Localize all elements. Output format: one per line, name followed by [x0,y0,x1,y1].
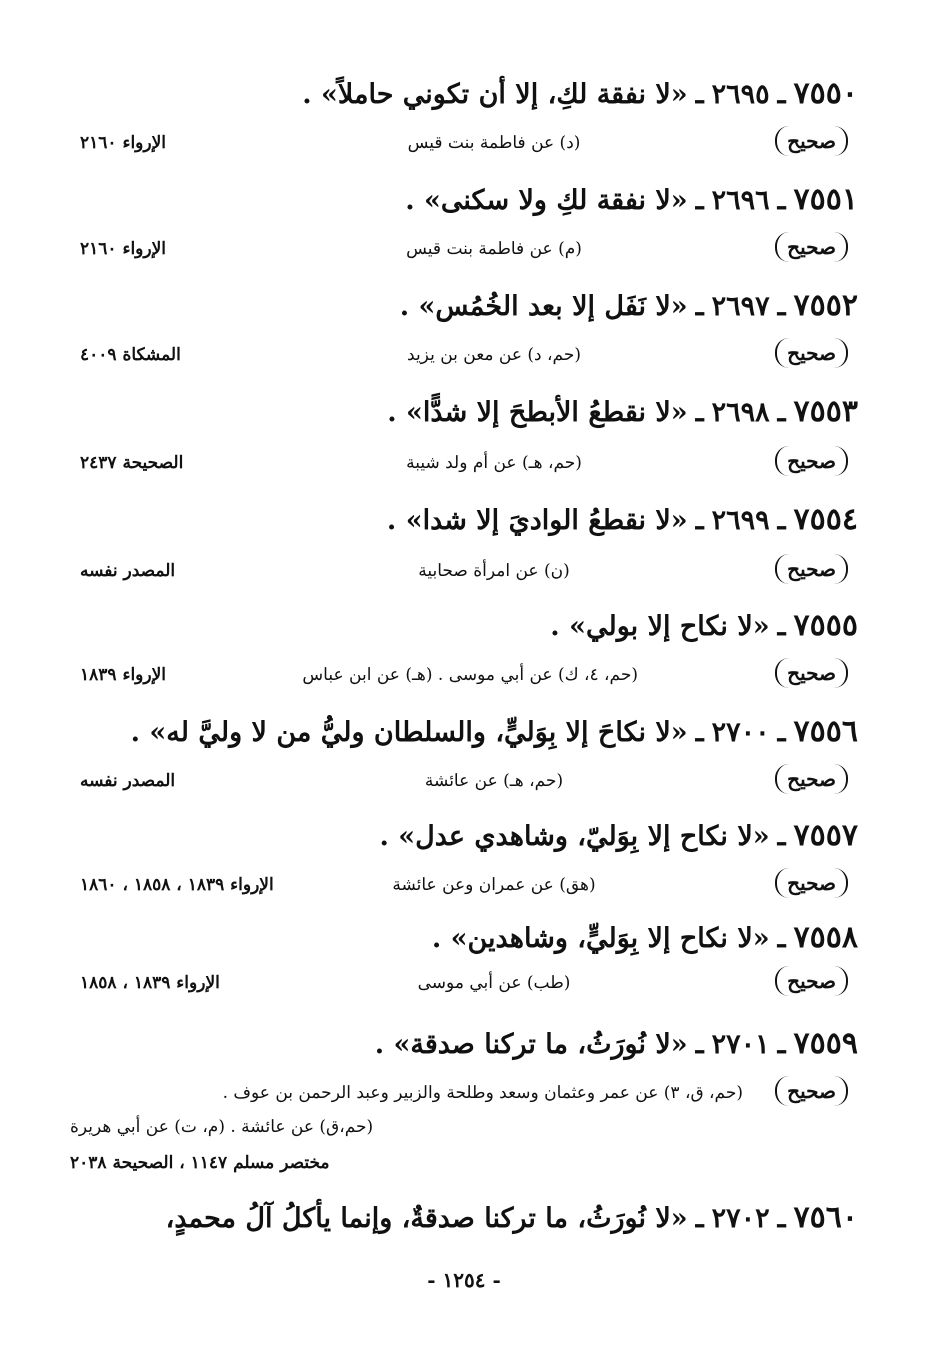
narrators: (طب) عن أبي موسى [417,973,571,993]
grade-badge: صحيح [775,966,848,996]
grade-badge: صحيح [775,658,848,688]
hadith-meta [70,340,858,374]
reference: المشكاة ٤٠٠٩ [80,345,181,365]
hadith-number: ٧٥٥١ [793,182,858,217]
reference: المصدر نفسه [80,771,176,791]
page-number: - ١٢٥٤ - [427,1268,501,1292]
narrators: (حم، هـ) عن عائشة [424,771,564,791]
hadith-entry: ٧٥٦٠ـ٢٧٠٢ـ«لا نُورَثُ، ما تركنا صدقةٌ، وإنما يأكلُ آلُ محمدٍ، [165,1200,858,1235]
hadith-meta [70,556,858,590]
hadith-meta [70,766,858,800]
hadith-text: «لا نكاح إلا بِوَليّ، وشاهدي عدل» . [379,821,770,852]
hadith-meta [70,660,858,694]
hadith-number: ٧٥٥٢ [793,288,858,323]
narrators: (حم، هـ) عن أم ولد شيبة [406,453,582,473]
hadith-number: ٧٥٥٧ [793,818,858,853]
reference-line: مختصر مسلم ١١٤٧ ، الصحيحة ٢٠٣٨ [70,1153,330,1173]
hadith-entry: ٧٥٥٠ـ٢٦٩٥ـ«لا نفقة لكِ، إلا أن تكوني حاملاً» . [302,76,858,111]
narrators: (د) عن فاطمة بنت قيس [407,133,581,153]
hadith-meta [70,448,858,482]
hadith-meta [70,968,858,1002]
hadith-text: «لا نقطعُ الأبطحَ إلا شدًّا» . [387,397,688,428]
hadith-subnumber: ٢٦٩٨ [711,397,770,428]
hadith-text: «لا نَفَل إلا بعد الخُمُس» . [399,291,688,322]
grade-badge: صحيح [775,338,848,368]
reference: الإرواء ٢١٦٠ [80,239,167,259]
hadith-entry: ٧٥٥٨ـ«لا نكاح إلا بِوَليٍّ، وشاهدين» . [431,920,858,955]
narrators: (حم، د) عن معن بن يزيد [407,345,581,365]
reference: الإرواء ٢١٦٠ [80,133,167,153]
hadith-entry: ٧٥٥٩ـ٢٧٠١ـ«لا نُورَثُ، ما تركنا صدقة» . [374,1026,858,1061]
hadith-subnumber: ٢٦٩٥ [711,79,770,110]
hadith-number: ٧٥٥٥ [793,608,858,643]
hadith-number: ٧٥٥٤ [793,502,858,537]
grade-badge: صحيح [775,554,848,584]
narrators: (ن) عن امرأة صحابية [418,561,570,581]
hadith-meta [70,1078,858,1112]
grade-badge: صحيح [775,126,848,156]
hadith-entry: ٧٥٥٢ـ٢٦٩٧ـ«لا نَفَل إلا بعد الخُمُس» . [399,288,858,323]
hadith-text: «لا نفقة لكِ، إلا أن تكوني حاملاً» . [302,79,688,110]
hadith-entry: ٧٥٥٤ـ٢٦٩٩ـ«لا نقطعُ الواديَ إلا شدا» . [386,502,858,537]
hadith-text: «لا نكاحَ إلا بِوَليٍّ، والسلطان وليُّ من لا وليَّ له» . [130,717,688,748]
hadith-subnumber: ٢٧٠٢ [711,1203,770,1234]
grade-badge: صحيح [775,868,848,898]
reference: الإرواء ١٨٣٩ ، ١٨٥٨ ، ١٨٦٠ [80,875,274,895]
hadith-meta [70,234,858,268]
hadith-meta [70,128,858,162]
hadith-text: «لا نُورَثُ، ما تركنا صدقةٌ، وإنما يأكلُ آلُ محمدٍ، [165,1203,688,1234]
hadith-entry: ٧٥٥٧ـ«لا نكاح إلا بِوَليّ، وشاهدي عدل» . [379,818,858,853]
hadith-entry: ٧٥٥٦ـ٢٧٠٠ـ«لا نكاحَ إلا بِوَليٍّ، والسلطان وليُّ من لا وليَّ له» . [130,714,858,749]
grade-badge: صحيح [775,232,848,262]
reference: الإرواء ١٨٣٩ ، ١٨٥٨ [80,973,220,993]
grade-badge: صحيح [775,1076,848,1106]
hadith-text: «لا نقطعُ الواديَ إلا شدا» . [386,505,688,536]
hadith-number: ٧٥٥٠ [793,76,858,111]
hadith-subnumber: ٢٧٠١ [711,1029,770,1060]
reference: الإرواء ١٨٣٩ [80,665,167,685]
narrators-line-2: (حم،ق) عن عائشة . (م، ت) عن أبي هريرة [70,1117,374,1137]
narrators: (هق) عن عمران وعن عائشة [392,875,596,895]
hadith-text: «لا نُورَثُ، ما تركنا صدقة» . [374,1029,688,1060]
grade-badge: صحيح [775,764,848,794]
reference: الصحيحة ٢٤٣٧ [80,453,184,473]
hadith-number: ٧٥٦٠ [793,1200,858,1235]
narrators-line-1: (حم، ق، ٣) عن عمر وعثمان وسعد وطلحة والزبير وعبد الرحمن بن عوف . [222,1083,743,1103]
hadith-number: ٧٥٥٨ [793,920,858,955]
hadith-subnumber: ٢٧٠٠ [711,717,770,748]
hadith-entry: ٧٥٥٣ـ٢٦٩٨ـ«لا نقطعُ الأبطحَ إلا شدًّا» . [387,394,858,429]
hadith-subnumber: ٢٦٩٦ [711,185,770,216]
hadith-entry: ٧٥٥١ـ٢٦٩٦ـ«لا نفقة لكِ ولا سكنى» . [405,182,858,217]
narrators: (حم، ٤، ك) عن أبي موسى . (هـ) عن ابن عباس [302,665,638,685]
hadith-subnumber: ٢٦٩٧ [711,291,770,322]
hadith-entry: ٧٥٥٥ـ«لا نكاح إلا بولي» . [550,608,858,643]
reference: المصدر نفسه [80,561,176,581]
hadith-text: «لا نكاح إلا بِوَليٍّ، وشاهدين» . [431,923,770,954]
narrators: (م) عن فاطمة بنت قيس [406,239,582,259]
hadith-number: ٧٥٥٩ [793,1026,858,1061]
hadith-number: ٧٥٥٣ [793,394,858,429]
hadith-number: ٧٥٥٦ [793,714,858,749]
grade-badge: صحيح [775,446,848,476]
hadith-meta [70,870,858,904]
hadith-text: «لا نكاح إلا بولي» . [550,611,770,642]
hadith-text: «لا نفقة لكِ ولا سكنى» . [405,185,688,216]
hadith-subnumber: ٢٦٩٩ [711,505,770,536]
